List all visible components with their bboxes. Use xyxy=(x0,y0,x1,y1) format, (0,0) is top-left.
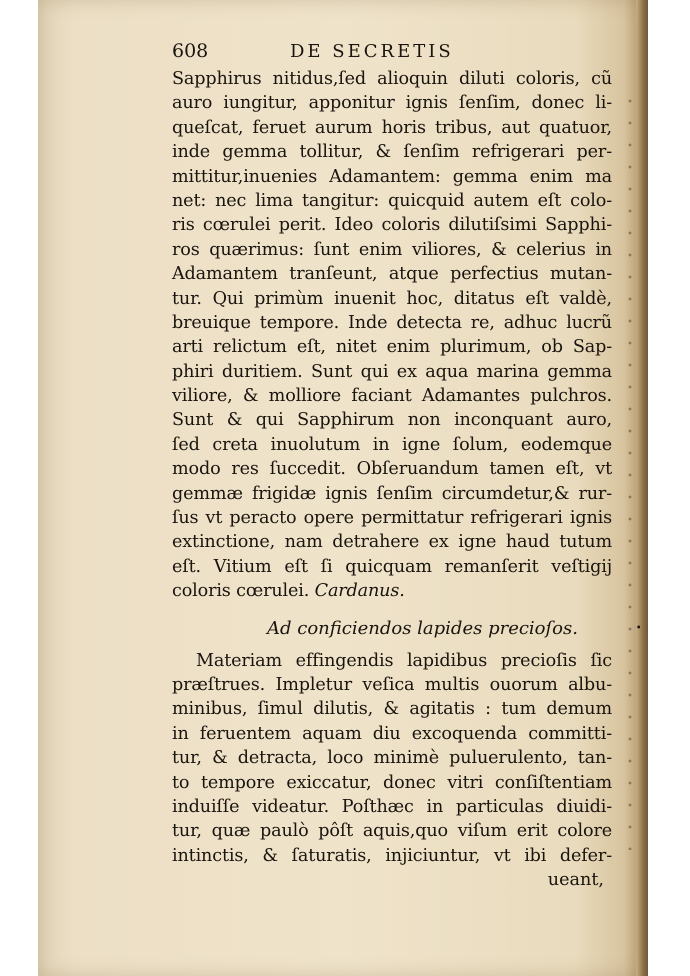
section-heading-text: Ad conficiendos lapides precioſos. xyxy=(267,617,578,639)
page-edge-speckles xyxy=(626,90,634,850)
text-line: ros quærimus: ſunt enim viliores, & celerius in xyxy=(172,239,612,260)
page-fore-edge xyxy=(636,0,648,976)
text-line: tur, & detracta, loco minimè puluerulento, tan- xyxy=(172,748,612,769)
paragraph-precious-stones xyxy=(172,649,612,893)
text-line: viliore, & molliore faciant Adamantes pulchros. xyxy=(172,386,612,407)
text-line: gemmæ frigidæ ignis ſenſim circumdetur,& rur- xyxy=(172,483,612,504)
text-line: to tempore exiccatur, donec vitri conſiſtentiam xyxy=(172,772,612,793)
text-line: ris cœrulei perit. Ideo coloris dilutiſsimi Sapphi- xyxy=(172,215,612,236)
text-line: arti relictum eſt, nitet enim plurimum, ob Sap- xyxy=(172,337,612,358)
text-line: ſus vt peracto opere permittatur refrigerari ignis xyxy=(172,508,612,529)
author-attribution: Cardanus. xyxy=(314,581,405,602)
text-line: auro iungitur, apponitur ignis ſenſim, donec li- xyxy=(172,93,612,114)
text-line: Materiam effingendis lapidibus precioſis ſic xyxy=(196,650,612,671)
catchword: ueant, xyxy=(547,870,604,891)
text-line: Adamantem tranſeunt, atque perfectius mutan- xyxy=(172,264,612,285)
text-line: eſt. Vitium eſt ſi quicquam remanſerit veſtigij xyxy=(172,556,612,577)
text-line: minibus, ſimul dilutis, & agitatis : tum demum xyxy=(172,699,612,720)
text-line: tur, quæ paulò pôſt aquis,quo viſum erit colore xyxy=(172,821,612,842)
text-line: queſcat, feruet aurum horis tribus, aut quatuor, xyxy=(172,117,612,138)
text-line: breuique tempore. Inde detecta re, adhuc lucrũ xyxy=(172,312,612,333)
text-line: induiſſe videatur. Poſthæc in particulas diuidi- xyxy=(172,796,612,817)
section-heading xyxy=(172,617,642,641)
text-line: tur. Qui primùm inuenit hoc, ditatus eſt valdè, xyxy=(172,288,612,309)
text-line: Sapphirus nitidus,ſed alioquin diluti coloris, cũ xyxy=(172,69,612,89)
text-line: præſtrues. Impletur veſica multis ouorum albu- xyxy=(172,674,612,695)
text-line: modo res ſuccedit. Obſeruandum tamen eſt, vt xyxy=(172,459,612,480)
text-line: net: nec lima tangitur: quicquid autem eſt colo- xyxy=(172,190,612,211)
page-text-block xyxy=(172,40,642,892)
running-head: DE SECRETIS xyxy=(290,41,454,62)
text-line: extinctione, nam detrahere ex igne haud tutum xyxy=(172,532,612,553)
text-line: in feruentem aquam diu excoquenda committi- xyxy=(172,723,612,744)
text-line-last xyxy=(172,579,612,603)
text-line: ſed creta inuolutum in igne ſolum, eodemque xyxy=(172,434,612,455)
text-line: mittitur,inuenies Adamantem: gemma enim ma xyxy=(172,166,612,187)
text-line-end: coloris cœrulei. xyxy=(172,581,310,602)
bullet-ornament-icon: • xyxy=(635,622,642,634)
text-line: Sunt & qui Sapphirum non inconquant auro, xyxy=(172,410,612,431)
text-line: inde gemma tollitur, & ſenſim refrigerari per- xyxy=(172,142,612,163)
text-line: phiri duritiem. Sunt qui ex aqua marina gemma xyxy=(172,361,612,382)
page-header xyxy=(172,40,612,66)
paragraph-sapphire xyxy=(172,67,612,604)
page-number: 608 xyxy=(172,40,209,62)
text-line: intinctis, & ſaturatis, injiciuntur, vt ibi defer- xyxy=(172,845,612,866)
